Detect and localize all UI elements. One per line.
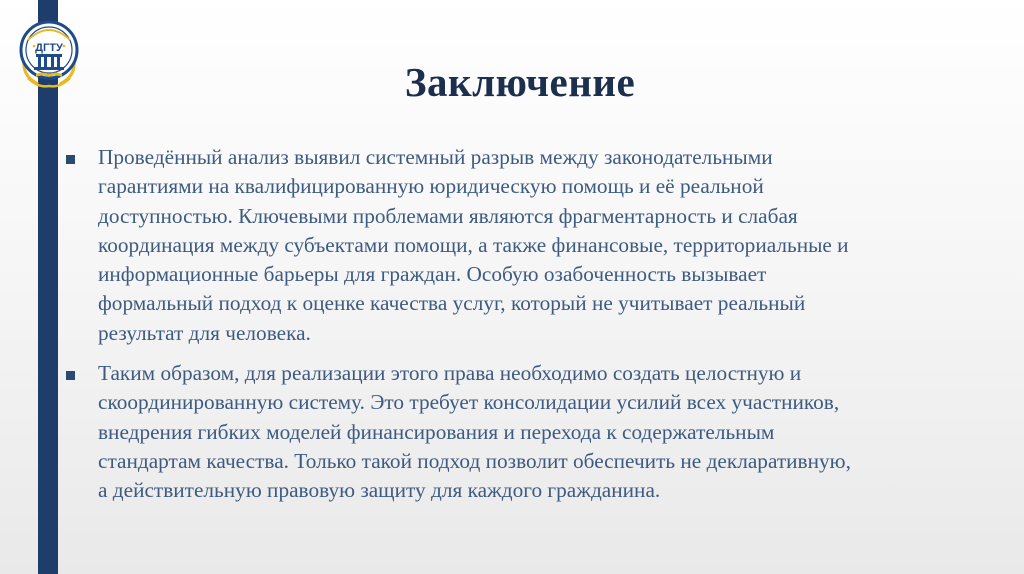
bullet-line: информационные барьеры для граждан. Особую озабоченность вызывает [98,262,767,287]
bullet-list [66,143,1016,517]
bullet-line: координация между субъектами помощи, а также финансовые, территориальные и [98,232,849,257]
slide-title: Заключение [404,59,636,105]
bullet-line: а действительную правовую защиту для каждого гражданина. [98,478,661,503]
bullet-line: доступностью. Ключевыми проблемами являются фрагментарность и слабая [98,203,798,228]
logo-text: ДГТУ [35,42,63,54]
bullet-line: результат для человека. [98,320,311,345]
bullet-line: внедрения гибких моделей финансирования и перехода к содержательным [98,419,775,444]
square-bullet-icon [66,371,75,380]
square-bullet-icon [66,155,75,164]
bullet-item-1 [66,143,1016,348]
bullet-line: гарантиями на квалифицированную юридическую помощь и её реальной [98,174,764,199]
bullet-line: стандартам качества. Только такой подход позволит обеспечить не декларативную, [98,448,851,473]
bullet-item-2 [66,359,1016,505]
bullet-line: Проведённый анализ выявил системный разрыв между законодательными [98,145,773,169]
university-emblem-icon [14,16,84,90]
bullet-line: Таким образом, для реализации этого права необходимо создать целостную и [98,361,802,386]
university-logo [14,16,84,90]
bullet-line: формальный подход к оценке качества услуг, который не учитывает реальный [98,291,806,316]
bullet-line: скоординированную систему. Это требует консолидации усилий всех участников, [98,390,840,415]
